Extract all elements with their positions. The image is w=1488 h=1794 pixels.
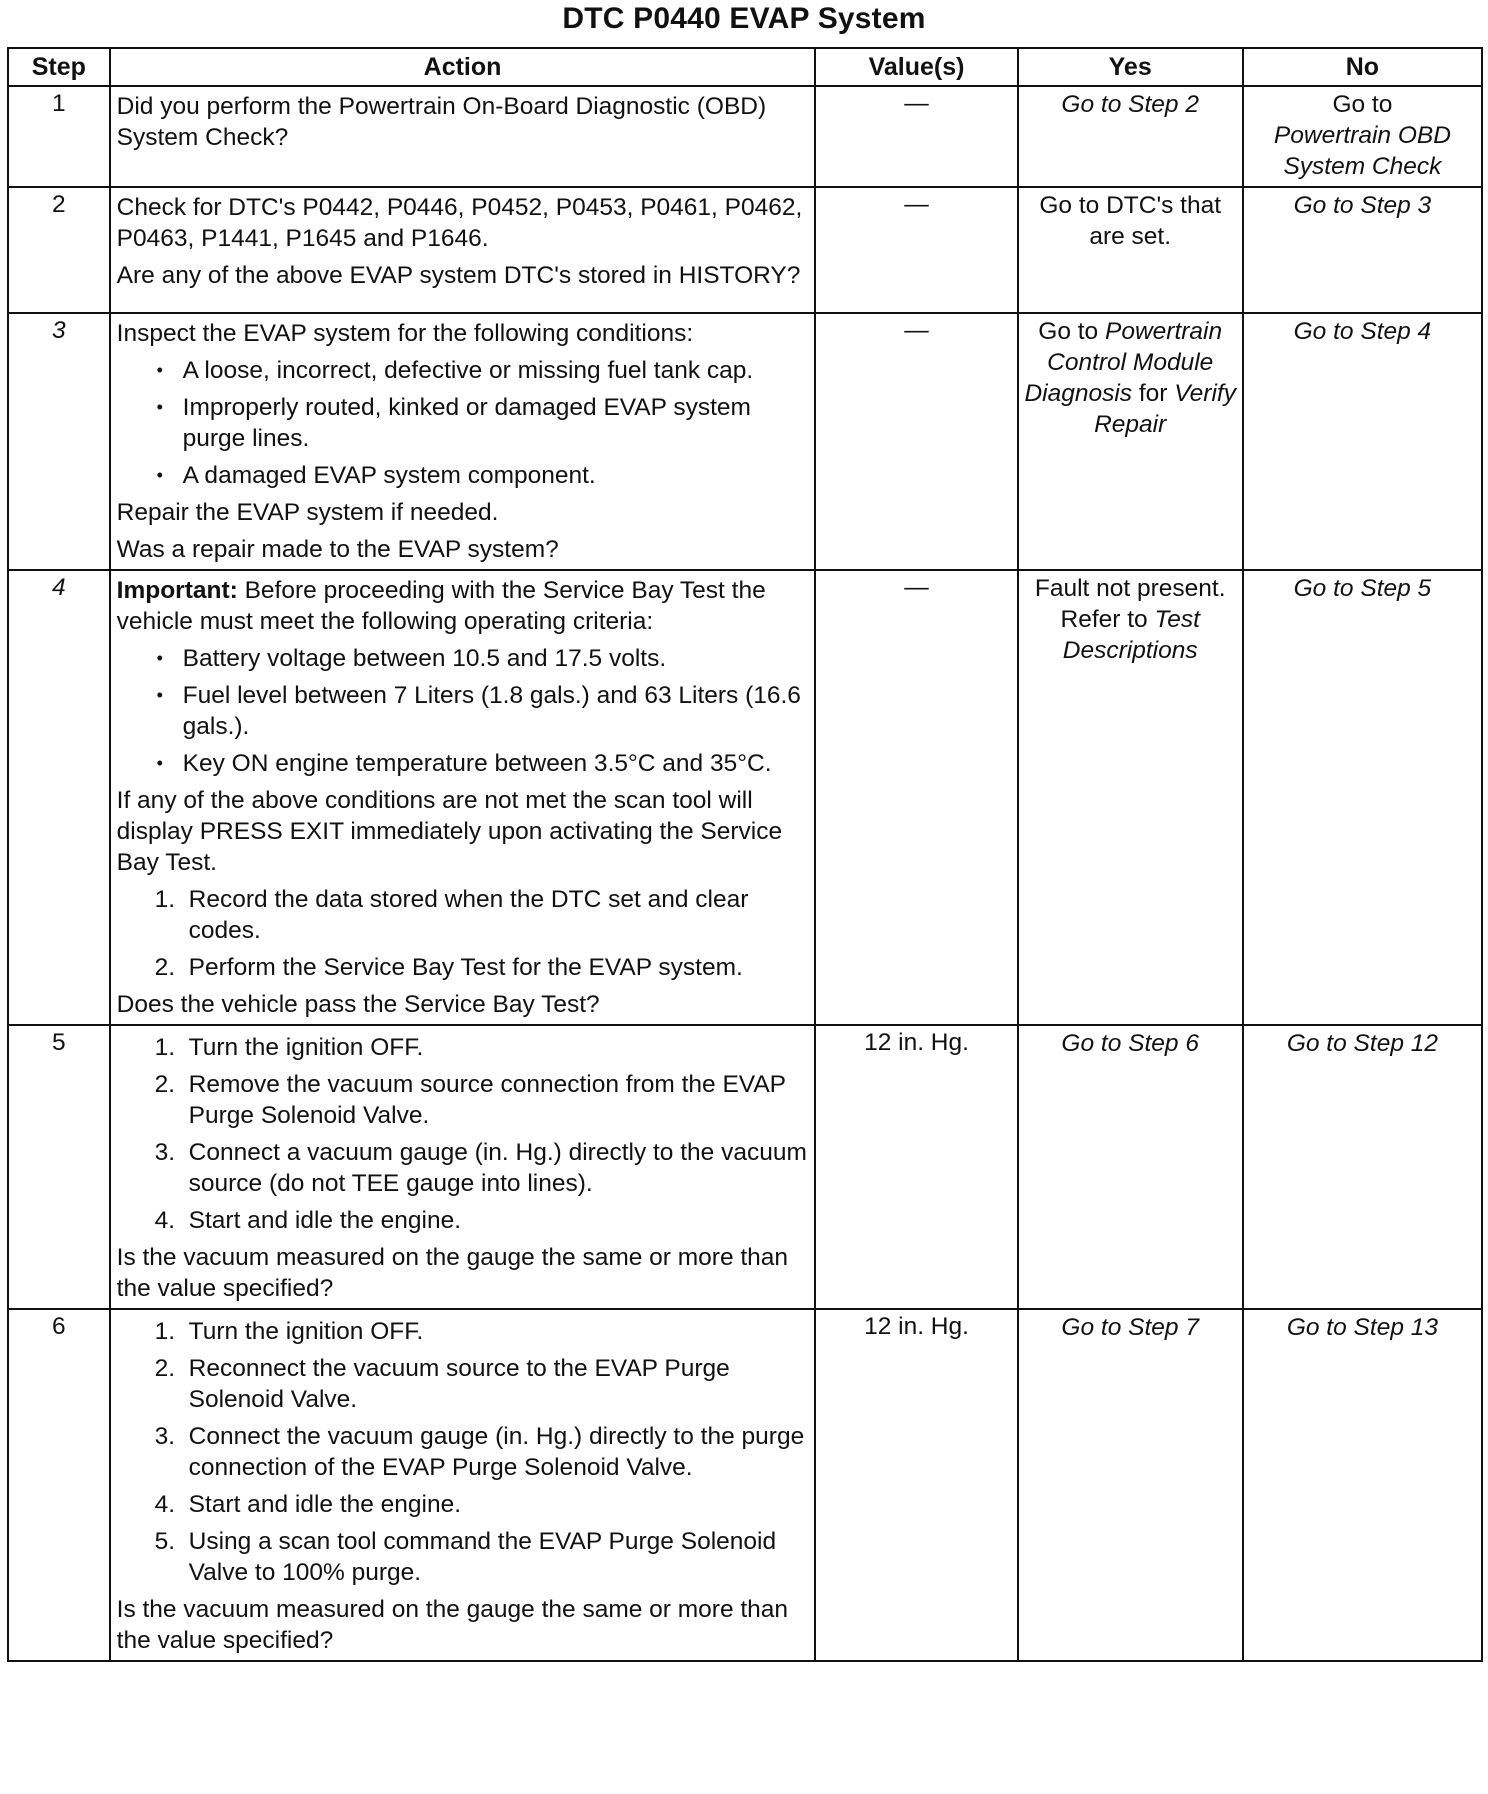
value-cell: 12 in. Hg. [815, 1309, 1017, 1661]
yes-text: Go to [1038, 318, 1099, 345]
yes-cell: Go to Step 2 [1018, 86, 1243, 187]
list-item: • A loose, incorrect, defective or missing fuel tank cap. [117, 355, 809, 386]
action-cell [110, 1309, 816, 1661]
value-cell: — [815, 187, 1017, 313]
header-no: No [1243, 48, 1482, 86]
header-values: Value(s) [815, 48, 1017, 86]
list-item: 1. Turn the ignition OFF. [154, 1034, 424, 1061]
yes-cell: Go to Step 7 [1018, 1309, 1243, 1661]
no-cell: Go to Step 3 [1243, 187, 1482, 313]
yes-text: Refer to [1060, 606, 1148, 633]
list-item: • A damaged EVAP system component. [117, 460, 809, 491]
action-question: Does the vehicle pass the Service Bay Test? [116, 991, 600, 1018]
list-item: 1. Turn the ignition OFF. [154, 1318, 424, 1345]
step-number: 1 [8, 86, 110, 187]
step-number: 6 [8, 1309, 110, 1661]
list-item: 2. Remove the vacuum source connection from the EVAP Purge Solenoid Valve. [154, 1071, 786, 1129]
list-item: 4. Start and idle the engine. [154, 1491, 462, 1518]
list-item: 4. Start and idle the engine. [154, 1207, 462, 1234]
no-cell: Go to Step 13 [1243, 1309, 1482, 1661]
value-cell: — [815, 570, 1017, 1025]
list-item: 3. Connect a vacuum gauge (in. Hg.) directly to the vacuum source (do not TEE gauge into lines). [154, 1139, 807, 1197]
value-cell: — [815, 313, 1017, 570]
important-text: Before proceeding with the Service Bay Test the vehicle must meet the following operating criteria: [116, 577, 766, 635]
value-cell: 12 in. Hg. [815, 1025, 1017, 1309]
criteria-list [117, 643, 809, 779]
action-cell [110, 313, 816, 570]
list-item: 2. Perform the Service Bay Test for the EVAP system. [154, 954, 743, 981]
action-question: Is the vacuum measured on the gauge the same or more than the value specified? [116, 1596, 789, 1654]
diagnostic-table [7, 47, 1483, 1662]
action-question: Was a repair made to the EVAP system? [116, 536, 559, 563]
list-item: 1. Record the data stored when the DTC set and clear codes. [154, 886, 749, 944]
condition-list [117, 355, 809, 491]
step-number: 3 [8, 313, 110, 570]
action-question: Is the vacuum measured on the gauge the same or more than the value specified? [116, 1244, 789, 1302]
page-title: DTC P0440 EVAP System [562, 2, 926, 35]
important-label: Important: [116, 577, 238, 604]
no-cell: Go to Step 4 [1243, 313, 1482, 570]
action-intro: Inspect the EVAP system for the following conditions: [116, 320, 694, 347]
list-item: • Battery voltage between 10.5 and 17.5 volts. [117, 643, 809, 674]
step-number: 2 [8, 187, 110, 313]
table-row [8, 313, 1482, 570]
table-row [8, 86, 1482, 187]
table-row [8, 1309, 1482, 1661]
no-cell: Go to Step 12 [1243, 1025, 1482, 1309]
action-cell [110, 1025, 816, 1309]
action-text: If any of the above conditions are not met the scan tool will display PRESS EXIT immediately upon activating the Service Bay Test. [116, 787, 783, 876]
value-cell: — [815, 86, 1017, 187]
table-header-row [8, 48, 1482, 86]
yes-cell [1018, 313, 1243, 570]
action-cell [110, 570, 816, 1025]
action-cell [110, 187, 816, 313]
action-question: Are any of the above EVAP system DTC's stored in HISTORY? [116, 262, 801, 289]
yes-cell: Go to Step 6 [1018, 1025, 1243, 1309]
no-link: Powertrain OBD System Check [1273, 122, 1451, 180]
procedure-list [117, 1032, 809, 1236]
list-item: • Fuel level between 7 Liters (1.8 gals.) and 63 Liters (16.6 gals.). [117, 680, 809, 742]
yes-text: for [1138, 380, 1168, 407]
header-yes: Yes [1018, 48, 1243, 86]
no-cell: Go to Step 5 [1243, 570, 1482, 1025]
no-text: Go to [1332, 91, 1393, 118]
no-cell [1243, 86, 1482, 187]
list-item: • Improperly routed, kinked or damaged EVAP system purge lines. [117, 392, 809, 454]
action-text: Did you perform the Powertrain On-Board Diagnostic (OBD) System Check? [116, 93, 767, 151]
action-text: Repair the EVAP system if needed. [116, 499, 499, 526]
yes-link: Powertrain Control Module Diagnosis [1024, 318, 1223, 407]
yes-text: Fault not present. [1034, 575, 1226, 602]
action-text: Check for DTC's P0442, P0446, P0452, P0453, P0461, P0462, P0463, P1441, P1645 and P1646. [116, 194, 803, 252]
header-action: Action [110, 48, 816, 86]
yes-cell [1018, 570, 1243, 1025]
important-note [117, 575, 809, 637]
list-item: 3. Connect the vacuum gauge (in. Hg.) directly to the purge connection of the EVAP Purge Solenoid Valve. [154, 1423, 805, 1481]
action-cell [110, 86, 816, 187]
table-row [8, 1025, 1482, 1309]
table-row [8, 187, 1482, 313]
header-step: Step [8, 48, 110, 86]
yes-cell: Go to DTC's that are set. [1018, 187, 1243, 313]
yes-link: Verify Repair [1094, 380, 1236, 438]
procedure-list [117, 1316, 809, 1588]
step-number: 4 [8, 570, 110, 1025]
table-row [8, 570, 1482, 1025]
list-item: 2. Reconnect the vacuum source to the EVAP Purge Solenoid Valve. [154, 1355, 730, 1413]
step-number: 5 [8, 1025, 110, 1309]
list-item: 5. Using a scan tool command the EVAP Purge Solenoid Valve to 100% purge. [154, 1528, 777, 1586]
yes-link: Test Descriptions [1062, 606, 1200, 664]
procedure-list [117, 884, 809, 983]
list-item: • Key ON engine temperature between 3.5°C and 35°C. [117, 748, 809, 779]
